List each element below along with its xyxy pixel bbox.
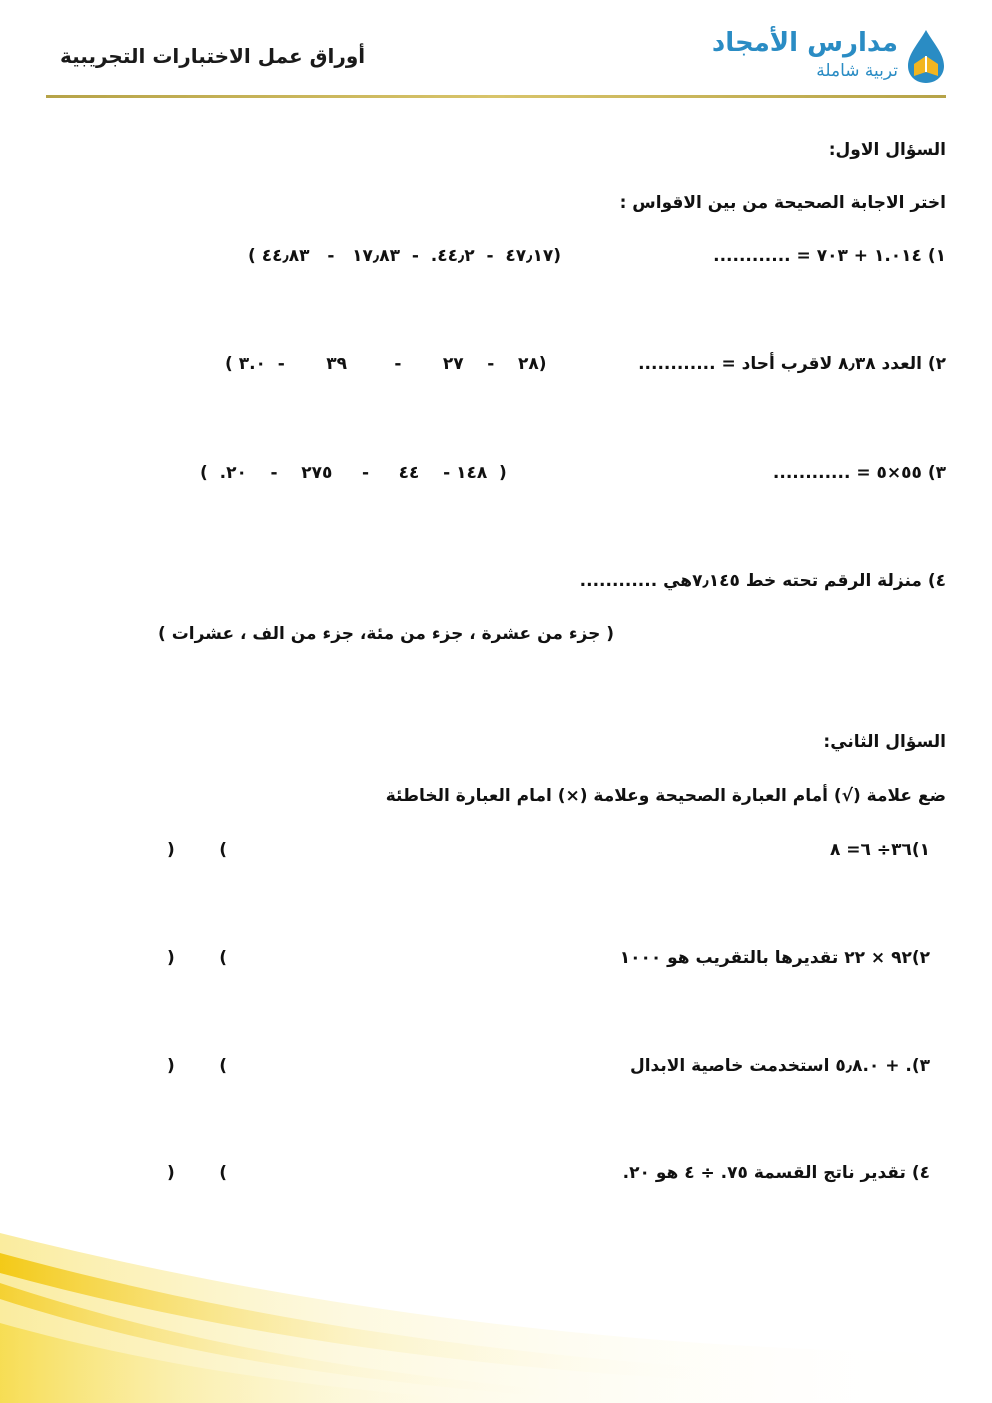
tf-statement-4: ٤) تقدير ناتج القسمة ٧٥. ÷ ٤ هو ٢٠. <box>622 1163 930 1183</box>
section2-instruction: ضع علامة (√) أمام العبارة الصحيحة وعلامة (×) امام العبارة الخاطئة <box>385 786 946 806</box>
mcq-options-1: (٤٧٫١٧ - ٤٤٫٢. - ١٧٫٨٣ - ٤٤٫٨٣ ) <box>248 246 562 266</box>
answer-box-1[interactable] <box>167 840 227 860</box>
section1-instruction: اختر الاجابة الصحيحة من بين الاقواس : <box>619 193 946 213</box>
answer-box-paren: ( <box>219 948 227 968</box>
mcq-options-4: ( جزء من عشرة ، جزء من مئة، جزء من الف ، عشرات ) <box>158 624 615 644</box>
mcq-question-2: ٢) العدد ٨٫٣٨ لاقرب أحاد = ............ <box>638 354 946 374</box>
tf-statement-1: ١)٣٦÷ ٦= ٨ <box>829 840 930 860</box>
mcq-options-3: ( ١٤٨ - ٤٤ - ٢٧٥ - ٢٠. ) <box>200 463 507 483</box>
answer-box-paren: ( <box>219 840 227 860</box>
mcq-options-2: (٢٨ - ٢٧ - ٣٩ - ٣.٠ ) <box>225 354 547 374</box>
answer-box-paren: ) <box>167 1056 175 1076</box>
mcq-question-4: ٤) منزلة الرقم تحته خط ٧٫١٤٥هي ............ <box>579 571 946 591</box>
decorative-swoosh <box>0 1173 992 1403</box>
page-header <box>0 0 992 100</box>
school-logo <box>686 28 946 86</box>
answer-box-2[interactable] <box>167 948 227 968</box>
section1-title: السؤال الاول: <box>828 140 946 160</box>
logo-name: مدارس الأمجاد <box>711 28 898 58</box>
mcq-question-1: ١) ١.٠١٤ + ٧٠٣ = ............ <box>713 246 946 266</box>
header-divider <box>46 95 946 98</box>
answer-box-paren: ) <box>167 840 175 860</box>
section2-title: السؤال الثاني: <box>823 732 946 752</box>
drop-logo-icon <box>906 28 946 84</box>
answer-box-paren: ) <box>167 1163 175 1183</box>
answer-box-paren: ( <box>219 1163 227 1183</box>
tf-statement-2: ٢)٩٢ × ٢٢ تقديرها بالتقريب هو ١٠٠٠ <box>619 948 930 968</box>
tf-statement-3: ٣). + ٥٫٨.٠ استخدمت خاصية الابدال <box>629 1056 930 1076</box>
answer-box-3[interactable] <box>167 1056 227 1076</box>
answer-box-paren: ) <box>167 948 175 968</box>
mcq-question-3: ٣) ٥٥×٥ = ............ <box>772 463 946 483</box>
answer-box-paren: ( <box>219 1056 227 1076</box>
logo-tagline: تربية شاملة <box>816 61 898 81</box>
page-title: أوراق عمل الاختبارات التجريبية <box>60 44 366 68</box>
